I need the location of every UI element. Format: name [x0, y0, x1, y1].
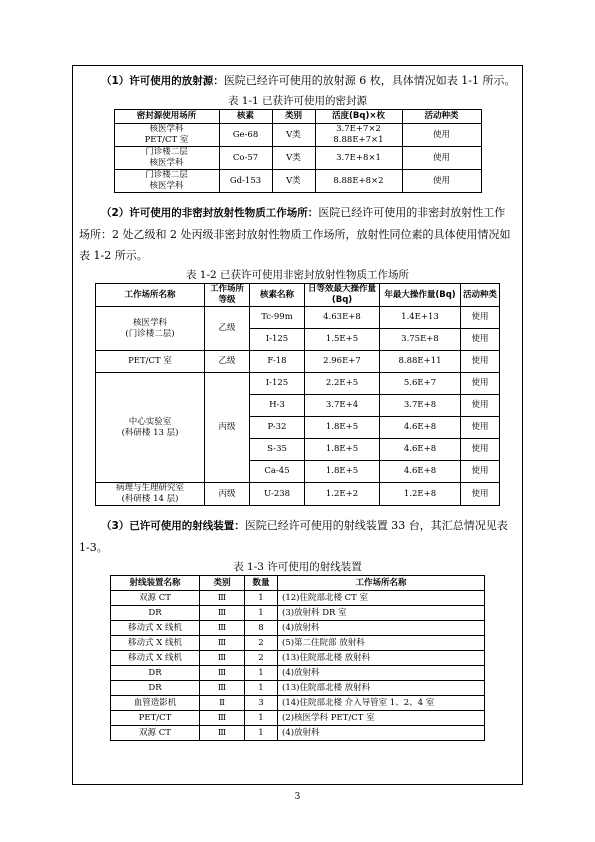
table-row: [111, 711, 485, 726]
table-header-row: [96, 284, 500, 307]
place-cell: (5)第二住院部 放射科: [278, 636, 485, 651]
type-cell: 使用: [461, 483, 500, 506]
daily-cell: 1.8E+5: [305, 461, 380, 483]
header-cell: 日等效最大操作量(Bq): [305, 284, 380, 307]
header-cell: 核素: [219, 110, 272, 124]
type-cell: 使用: [461, 351, 500, 373]
table-row: [114, 124, 481, 147]
place-line: PET/CT 室: [144, 135, 189, 145]
category-cell: Ⅴ类: [272, 147, 315, 170]
place-line: 病理与生理研究室: [115, 483, 184, 493]
place-cell: (13)住院部北楼 放射科: [278, 651, 485, 666]
nuclide-cell: Ge-68: [219, 124, 272, 147]
table-row: [114, 170, 481, 193]
count-cell: 3: [245, 696, 278, 711]
activity-cell: [315, 124, 402, 147]
unsealed-workplace-table: [95, 283, 500, 506]
annual-cell: 1.4E+13: [380, 307, 461, 329]
place-cell: (14)住院部北楼 介入导管室 1、2、4 室: [278, 696, 485, 711]
type-cell: 使用: [461, 461, 500, 483]
annual-cell: 3.7E+8: [380, 395, 461, 417]
table-row: [96, 483, 500, 506]
name-cell: 血管造影机: [111, 696, 200, 711]
daily-cell: 1.5E+5: [305, 329, 380, 351]
category-cell: Ⅲ: [200, 711, 245, 726]
sealed-source-table: [114, 109, 482, 193]
header-cell: 年最大操作量(Bq): [380, 284, 461, 307]
content: [73, 66, 522, 741]
category-cell: Ⅲ: [200, 621, 245, 636]
annual-cell: 1.2E+8: [380, 483, 461, 506]
nuclide-cell: Ca-45: [250, 461, 305, 483]
header-cell: 活度(Bq)×枚: [315, 110, 402, 124]
category-cell: Ⅲ: [200, 591, 245, 606]
place-line: 门诊楼二层: [145, 147, 188, 157]
table-row: [96, 373, 500, 395]
table-row: [111, 681, 485, 696]
type-cell: 使用: [402, 170, 481, 193]
activity-line: 8.88E+7×1: [333, 135, 384, 145]
level-cell: 乙级: [205, 307, 250, 351]
level-cell: 乙级: [205, 351, 250, 373]
place-cell: (4)放射科: [278, 666, 485, 681]
place-cell: (12)住院部北楼 CT 室: [278, 591, 485, 606]
table-row: [111, 606, 485, 621]
count-cell: 1: [245, 666, 278, 681]
ray-device-table: [110, 575, 485, 741]
header-cell: 工作场所等级: [205, 284, 250, 307]
table-row: [111, 666, 485, 681]
daily-cell: 1.8E+5: [305, 439, 380, 461]
place-cell: [114, 124, 219, 147]
place-line: (科研楼 13 层): [121, 427, 179, 438]
table-row: [111, 651, 485, 666]
place-line: 中心实验室: [128, 416, 172, 427]
name-cell: DR: [111, 681, 200, 696]
type-cell: 使用: [461, 307, 500, 329]
table-row: [96, 351, 500, 373]
section2-heading: （2）许可使用的非密封放射性物质工作场所：: [101, 207, 319, 219]
nuclide-cell: H-3: [250, 395, 305, 417]
level-cell: 丙级: [205, 483, 250, 506]
table-row: [111, 636, 485, 651]
type-cell: 使用: [402, 124, 481, 147]
header-cell: 射线装置名称: [111, 576, 200, 591]
section2-paragraph: [79, 202, 516, 266]
header-cell: 核素名称: [250, 284, 305, 307]
place-line: 核医学科: [149, 158, 184, 168]
category-cell: Ⅲ: [200, 651, 245, 666]
annual-cell: 8.88E+11: [380, 351, 461, 373]
name-cell: PET/CT: [111, 711, 200, 726]
nuclide-cell: F-18: [250, 351, 305, 373]
place-line: 核医学科: [149, 124, 184, 134]
count-cell: 1: [245, 711, 278, 726]
table-row: [111, 591, 485, 606]
daily-cell: 2.96E+7: [305, 351, 380, 373]
annual-cell: 3.75E+8: [380, 329, 461, 351]
category-cell: Ⅲ: [200, 606, 245, 621]
table-row: [114, 147, 481, 170]
nuclide-cell: I-125: [250, 373, 305, 395]
count-cell: 1: [245, 606, 278, 621]
header-cell: 活动种类: [461, 284, 500, 307]
table-row: [111, 696, 485, 711]
count-cell: 8: [245, 621, 278, 636]
category-cell: Ⅴ类: [272, 170, 315, 193]
nuclide-cell: Gd-153: [219, 170, 272, 193]
place-cell: (3)放射科 DR 室: [278, 606, 485, 621]
section3-heading: （3）已许可使用的射线装置：: [101, 520, 245, 532]
name-cell: 移动式 X 线机: [111, 621, 200, 636]
section1-paragraph: [79, 70, 516, 92]
header-cell: 类别: [200, 576, 245, 591]
place-line: (科研楼 14 层): [121, 494, 179, 504]
type-cell: 使用: [461, 373, 500, 395]
name-cell: 双源 CT: [111, 726, 200, 741]
category-cell: Ⅲ: [200, 681, 245, 696]
count-cell: 2: [245, 651, 278, 666]
nuclide-cell: U-238: [250, 483, 305, 506]
place-line: (门诊楼二层): [125, 328, 175, 339]
activity-cell: 8.88E+8×2: [315, 170, 402, 193]
table-header-row: [111, 576, 485, 591]
category-cell: Ⅲ: [200, 726, 245, 741]
category-cell: Ⅲ: [200, 636, 245, 651]
nuclide-cell: I-125: [250, 329, 305, 351]
place-cell: (4)放射科: [278, 726, 485, 741]
place-line: 核医学科: [149, 181, 184, 191]
daily-cell: 1.2E+2: [305, 483, 380, 506]
section2-text: 医院已经许可使用的非密封放射性工作场所：2 处乙级和 2 处丙级非密封放射性物质工作场所，放射性同位素的具体使用情况如表 1-2 所示。: [79, 206, 511, 262]
daily-cell: 1.8E+5: [305, 417, 380, 439]
annual-cell: 4.6E+8: [380, 417, 461, 439]
table-row: [111, 621, 485, 636]
activity-line: 3.7E+7×2: [336, 124, 381, 134]
count-cell: 1: [245, 681, 278, 696]
type-cell: 使用: [461, 439, 500, 461]
nuclide-cell: Tc-99m: [250, 307, 305, 329]
table-header-row: [114, 110, 481, 124]
header-cell: 工作场所名称: [96, 284, 205, 307]
place-line: 核医学科: [132, 317, 167, 328]
section3-paragraph: [79, 515, 516, 558]
category-cell: Ⅱ: [200, 696, 245, 711]
place-cell: [114, 170, 219, 193]
header-cell: 数量: [245, 576, 278, 591]
section1-heading: （1）许可使用的放射源：: [101, 75, 224, 87]
place-cell: (13)住院部北楼 放射科: [278, 681, 485, 696]
table1-caption: 表 1-1 已获许可使用的密封源: [227, 95, 368, 107]
name-cell: 移动式 X 线机: [111, 636, 200, 651]
nuclide-cell: Co-57: [219, 147, 272, 170]
place-cell: (4)放射科: [278, 621, 485, 636]
type-cell: 使用: [461, 329, 500, 351]
type-cell: 使用: [461, 395, 500, 417]
annual-cell: 5.6E+7: [380, 373, 461, 395]
count-cell: 1: [245, 591, 278, 606]
count-cell: 2: [245, 636, 278, 651]
level-cell: 丙级: [205, 373, 250, 483]
place-cell: (2)核医学科 PET/CT 室: [278, 711, 485, 726]
annual-cell: 4.6E+8: [380, 461, 461, 483]
table3-caption: 表 1-3 许可使用的射线装置: [233, 561, 362, 573]
page-number: 3: [294, 792, 301, 802]
activity-cell: 3.7E+8×1: [315, 147, 402, 170]
nuclide-cell: P-32: [250, 417, 305, 439]
type-cell: 使用: [461, 417, 500, 439]
header-cell: 密封源使用场所: [114, 110, 219, 124]
place-cell: [96, 373, 205, 483]
place-cell: [96, 483, 205, 506]
nuclide-cell: S-35: [250, 439, 305, 461]
name-cell: 移动式 X 线机: [111, 651, 200, 666]
category-cell: Ⅲ: [200, 666, 245, 681]
table2-caption: 表 1-2 已获许可使用非密封放射性物质工作场所: [185, 269, 410, 281]
header-cell: 工作场所名称: [278, 576, 485, 591]
header-cell: 活动种类: [402, 110, 481, 124]
table-row: [96, 307, 500, 329]
daily-cell: 3.7E+4: [305, 395, 380, 417]
name-cell: DR: [111, 606, 200, 621]
place-line: 门诊楼二层: [145, 170, 188, 180]
place-cell: [96, 307, 205, 351]
daily-cell: 2.2E+5: [305, 373, 380, 395]
place-cell: PET/CT 室: [96, 351, 205, 373]
place-cell: [114, 147, 219, 170]
category-cell: Ⅴ类: [272, 124, 315, 147]
name-cell: DR: [111, 666, 200, 681]
section1-text: 医院已经许可使用的放射源 6 枚，具体情况如表 1-1 所示。: [223, 74, 516, 87]
annual-cell: 4.6E+8: [380, 439, 461, 461]
header-cell: 类别: [272, 110, 315, 124]
table-row: [111, 726, 485, 741]
name-cell: 双源 CT: [111, 591, 200, 606]
page-frame: [72, 65, 523, 785]
count-cell: 1: [245, 726, 278, 741]
section3-text: 医院已经许可使用的射线装置 33 台，其汇总情况见表 1-3。: [79, 519, 508, 554]
type-cell: 使用: [402, 147, 481, 170]
daily-cell: 4.63E+8: [305, 307, 380, 329]
